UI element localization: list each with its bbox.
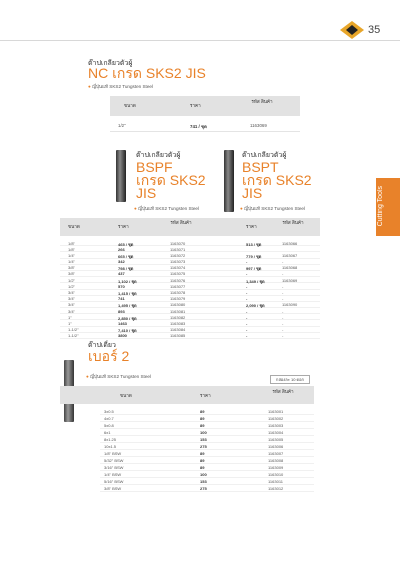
cell-price-a: 1,415 / ชุด [118, 291, 137, 296]
cell-size: 1/4" [68, 259, 75, 265]
cell-price-a: 7,410 / ชุด [118, 328, 137, 334]
header-divider [0, 40, 400, 41]
cell-size: 8x1.25 [104, 437, 117, 442]
cell-code-b: 1163069 [282, 277, 298, 283]
cell-code-a: 1163078 [170, 290, 186, 295]
table-row [100, 422, 314, 429]
col-price-b: ราคา [246, 224, 257, 229]
bspt-title-line1: BSPT [242, 159, 279, 175]
table1-header [110, 96, 300, 116]
cell-size: 3/8" [68, 265, 75, 271]
cell-code-a: 1163083 [170, 320, 186, 326]
cell-code: 1163002 [268, 416, 284, 421]
cell-code-a: 1163073 [170, 259, 186, 265]
cell-price-a: 342 [118, 259, 125, 265]
cell-price: 100 [200, 430, 207, 435]
table3-header [60, 386, 314, 404]
cell-code: 1163005 [268, 437, 284, 442]
cell-size: 3/4" [68, 302, 75, 308]
cell-code-a: 1163070 [170, 240, 186, 246]
cell-code: 1163007 [268, 451, 284, 456]
cell-code-b: - [282, 327, 284, 333]
table-row [100, 457, 314, 464]
table2-header [60, 218, 320, 236]
bspt-title-line3: JIS [242, 185, 263, 201]
cell-size: 1-1/2" [68, 333, 79, 339]
cell-price: 89 [200, 458, 205, 463]
cell-price-b: - [246, 308, 248, 314]
col-code: รหัส สินค้า [251, 99, 273, 104]
cell-price-b: - [246, 296, 248, 302]
col-size: ขนาด [120, 393, 132, 398]
cell-code: 1163006 [268, 444, 284, 449]
bullet-icon: ● [86, 374, 91, 379]
cell-price-b: - [246, 320, 248, 326]
cell-price-b: - [246, 314, 248, 320]
col-code: รหัส สินค้า [272, 389, 294, 394]
cell-price-a: 893 [118, 308, 125, 314]
section-tab-label: Cutting Tools [377, 186, 384, 227]
tap-image-bspf [116, 150, 126, 202]
cell-price-b: 779 / ชุด [246, 253, 262, 259]
cell-size: 3/4" [68, 290, 75, 295]
col-price: ราคา [190, 103, 201, 108]
cell-code-a: 1163076 [170, 277, 186, 283]
cell-code-b: - [282, 314, 284, 320]
cell-code-b: 1163067 [282, 252, 298, 258]
cell-size: 1/8" BSW [104, 451, 122, 456]
bspt-subtitle: ● ญี่ปุ่นแท้ SKS2 Tungsten Steel [240, 206, 305, 211]
cell-code-a: 1163071 [170, 246, 186, 252]
cell-size: 1/2" [68, 283, 75, 289]
page-number: 35 [368, 24, 381, 36]
table3-body [100, 408, 314, 492]
cell-price: 89 [200, 465, 205, 470]
cell-price-a: 665 / ชุด [118, 253, 134, 259]
cell-price-a: 798 / ชุด [118, 266, 134, 272]
cell-code-b: 1163066 [282, 240, 298, 246]
cell-price-a: 465 / ชุด [118, 241, 134, 247]
bspf-title-small: ต๊าปเกลียวตัวผู้ [136, 152, 181, 159]
row-divider [110, 131, 300, 132]
cell-size: 3/4" [68, 296, 75, 302]
cell-code-a: 1163074 [170, 265, 186, 271]
table-row [100, 429, 314, 436]
cell-code-b: - [282, 320, 284, 326]
tap-image-bspt [224, 150, 234, 212]
cell-size: 1-1/2" [68, 327, 79, 333]
cell-price-a: 570 [118, 283, 125, 289]
table-row [100, 415, 314, 422]
cell-price: 153 [200, 479, 207, 484]
cell-price: 275 [200, 486, 207, 491]
cell-price: 275 [200, 444, 207, 449]
cell-price-b: - [246, 290, 248, 295]
cell-size: 1/4" BSW [104, 472, 122, 477]
cell-price-b: - [246, 259, 248, 265]
cell-price-b: - [246, 271, 248, 277]
cell-price-a: 3800 [118, 333, 127, 339]
cell-size: 5/16" BSW [104, 479, 124, 484]
cell-size: 6x1 [104, 430, 111, 435]
col-price: ราคา [200, 393, 211, 398]
bullet-icon: ● [134, 206, 139, 211]
cell-code-b: - [282, 290, 284, 295]
cell-code: 1163004 [268, 430, 284, 435]
cell-code-b: - [282, 283, 284, 289]
table-row: 1/2" 741 / ชุด 1163069 [118, 123, 267, 129]
cell-code: 1163003 [268, 423, 284, 428]
table-row [100, 436, 314, 443]
cell-price-b: 997 / ชุด [246, 266, 262, 272]
cell-size: 1" [68, 314, 72, 320]
cell-code-b: - [282, 308, 284, 314]
cell-size: 3/8" [68, 271, 75, 277]
cell-price: 153 [200, 437, 207, 442]
table-row [60, 333, 320, 339]
cell-code-b: - [282, 296, 284, 302]
col-code-b: รหัส สินค้า [282, 220, 304, 225]
section-tab[interactable] [376, 178, 400, 236]
cell-code-a: 1163081 [170, 308, 186, 314]
cell-size: 1" [68, 320, 72, 326]
cell-price-a: 1,495 / ชุด [118, 303, 137, 309]
cell-code: 1163012 [268, 486, 284, 491]
cell-price-b: 2,090 / ชุด [246, 303, 265, 309]
cell-size: 3/4" [68, 308, 75, 314]
cell-code-a: 1163080 [170, 302, 186, 308]
bspf-title-line2: เกรด SKS2 [136, 172, 206, 188]
cell-code-a: 1163084 [170, 327, 186, 333]
cell-price: 89 [200, 409, 205, 414]
bspf-subtitle: ● ญี่ปุ่นแท้ SKS2 Tungsten Steel [134, 206, 199, 211]
cell-price: 100 [200, 472, 207, 477]
cell-code-a: 1163072 [170, 252, 186, 258]
cell-code-a: 1163082 [170, 314, 186, 320]
section1-title: NC เกรด SKS2 JIS [88, 65, 206, 81]
cell-price-b: 1,349 / ชุด [246, 278, 265, 284]
section1-subtitle: ● ญี่ปุ่นแท้ SKS2 Tungsten Steel [88, 84, 153, 89]
bspt-title-line2: เกรด SKS2 [242, 172, 312, 188]
cell-code-a: 1163085 [170, 333, 186, 339]
cell-size: 1/8" [68, 240, 75, 246]
brand-logo-icon [339, 20, 365, 40]
cell-code-b: - [282, 271, 284, 277]
col-size: ขนาด [68, 224, 80, 229]
col-code-a: รหัส สินค้า [170, 220, 192, 225]
cell-code: 1163009 [268, 465, 284, 470]
cell-price-a: 437 [118, 271, 125, 277]
cell-price-b: - [246, 283, 248, 289]
table-row [100, 478, 314, 485]
cell-code-a: 1163079 [170, 296, 186, 302]
cell-code: 1163001 [268, 409, 284, 414]
cell-size: 10x1.5 [104, 444, 117, 449]
cell-size: 3x0.5 [104, 409, 114, 414]
cell-price-b: - [246, 327, 248, 333]
cell-code-b: 1163068 [282, 265, 298, 271]
cell-code: 1163010 [268, 472, 284, 477]
section1-title-small: ต๊าปเกลียวตัวผู้ [88, 60, 133, 67]
cell-price-a: 741 [118, 296, 125, 302]
bspf-title-line3: JIS [136, 185, 157, 201]
cell-price: 89 [200, 416, 205, 421]
table-row [100, 464, 314, 471]
cell-size: 3/16" BSW [104, 465, 124, 470]
cell-price-b: - [246, 333, 248, 339]
bspt-title-small: ต๊าปเกลียวตัวผู้ [242, 152, 287, 159]
cell-size: 4x0.7 [104, 416, 114, 421]
table-row [100, 443, 314, 450]
cell-code-b: - [282, 333, 284, 339]
cell-code-b: 1163090 [282, 302, 298, 308]
bullet-icon: ● [240, 206, 245, 211]
cell-size: 1/4" [68, 252, 75, 258]
cell-price: 89 [200, 423, 205, 428]
section3-subtitle: ● ญี่ปุ่นแท้ SKS2 Tungsten Steel [86, 374, 151, 379]
cell-price-b: 513 / ชุด [246, 241, 262, 247]
cell-price-a: 1463 [118, 320, 127, 326]
box-quantity-label: กล่องละ 10 ดอก [270, 375, 310, 384]
cell-price-a: 1,102 / ชุด [118, 278, 137, 284]
cell-size: 5/32" BSW [104, 458, 124, 463]
bspf-title-line1: BSPF [136, 159, 173, 175]
cell-size: 1/2" [68, 277, 75, 283]
section3-title-small: ต๊าปเดี่ยว [88, 342, 116, 349]
cell-code: 1163008 [268, 458, 284, 463]
cell-code: 1163011 [268, 479, 283, 484]
bullet-icon: ● [88, 84, 93, 89]
col-price-a: ราคา [118, 224, 129, 229]
cell-code-a: 1163077 [170, 283, 186, 289]
table-row [100, 471, 314, 478]
cell-price-a: 2,850 / ชุด [118, 315, 137, 321]
table-row [100, 485, 314, 492]
cell-size: 3/8" BSW [104, 486, 122, 491]
section3-title: เบอร์ 2 [88, 348, 130, 364]
cell-size: 5x0.8 [104, 423, 114, 428]
cell-size: 1/8" [68, 246, 75, 252]
cell-code-a: 1163075 [170, 271, 186, 277]
cell-price: 89 [200, 451, 205, 456]
col-size: ขนาด [124, 103, 136, 108]
table-row [100, 408, 314, 415]
table2-body [60, 240, 320, 339]
table-row [100, 450, 314, 457]
cell-code-b: - [282, 259, 284, 265]
cell-price-a: 266 [118, 246, 125, 252]
